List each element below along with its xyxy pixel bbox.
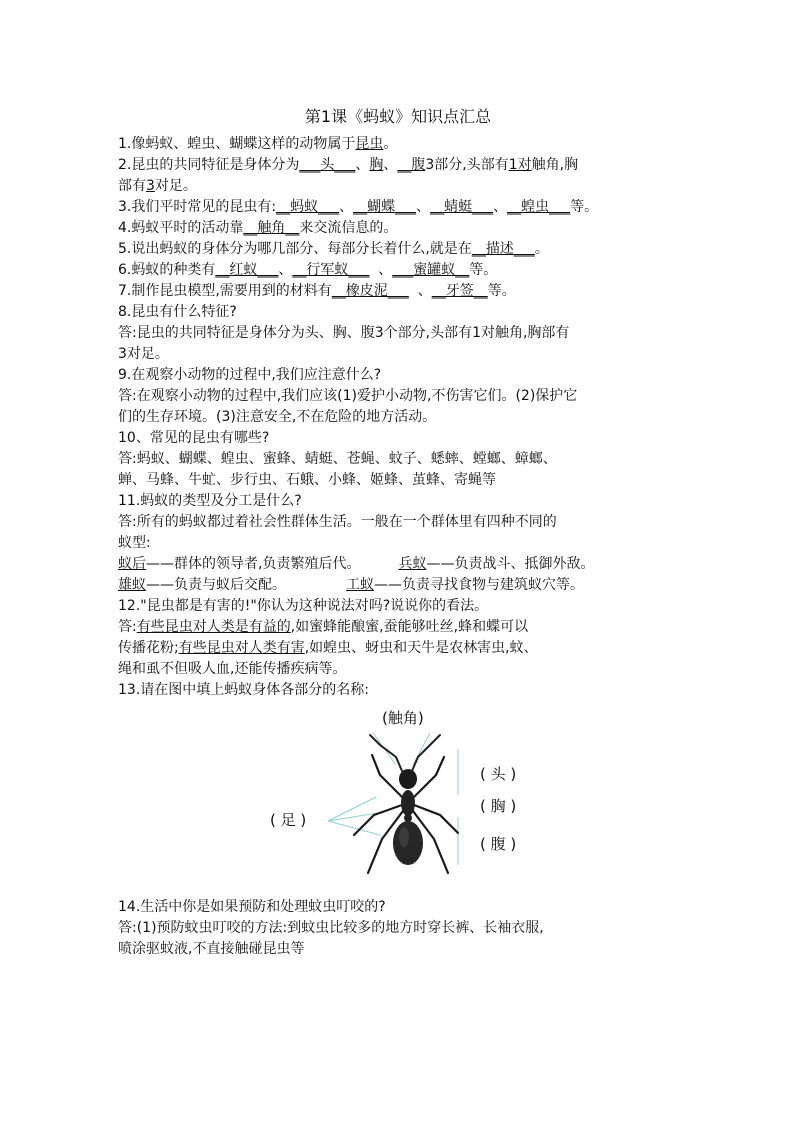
q7-text: 7.制作昆虫模型,需要用到的材料有 [118, 283, 332, 299]
answer-10-line-2: 蝉、马蜂、牛虻、步行虫、石蛾、小蜂、姬蜂、茧蜂、寄蝇等 [118, 472, 496, 488]
q6-sep: 、 [278, 262, 293, 278]
q6-sep: 、 [369, 262, 393, 278]
answer-12-line-3: 绳和虱不但吸人血,还能传播疾病等。 [118, 661, 347, 677]
q7-sep: 、 [408, 283, 432, 299]
a12-text: 传播花粉; [118, 640, 179, 656]
q3-sep: 、 [416, 199, 431, 215]
question-2-line-1 [118, 155, 678, 176]
label-chest: ( 胸 ) [480, 797, 517, 815]
a12-harmful: 有些昆虫对人类有害 [178, 640, 305, 656]
q5-answer: __描述___ [471, 241, 535, 257]
answer-11-line-3 [118, 554, 678, 575]
a12-prefix: 答: [118, 619, 137, 635]
question-14: 14.生活中你是如果预防和处理蚊虫叮咬的? [118, 899, 386, 915]
answer-12-line-1 [118, 617, 678, 638]
question-5 [118, 239, 678, 260]
q3-answer-1: __蚂蚁___ [276, 199, 340, 215]
question-4 [118, 218, 678, 239]
q5-text: 5.说出蚂蚁的身体分为哪几部分、每部分长着什么,就是在 [118, 241, 472, 257]
q7-end: 等。 [487, 283, 516, 299]
ant-type-soldier: 兵蚁 [398, 556, 427, 572]
q3-sep: 、 [339, 199, 354, 215]
ant-type-queen-desc: ——群体的领导者,负责繁殖后代。 [146, 556, 361, 572]
q2-answer-belly: __腹 [397, 157, 426, 173]
answer-11-line-4 [118, 575, 678, 596]
q3-end: 等。 [570, 199, 599, 215]
question-7 [118, 281, 678, 302]
question-11: 11.蚂蚁的类型及分工是什么? [118, 493, 302, 509]
page-title: 第1课《蚂蚁》知识点汇总 [304, 107, 492, 126]
question-1 [118, 134, 678, 155]
answer-8-line-2: 3对足。 [118, 346, 169, 362]
q6-answer-1: __红蚁___ [215, 262, 279, 278]
a12-beneficial: 有些昆虫对人类是有益的 [136, 619, 291, 635]
q3-answer-4: __蝗虫___ [507, 199, 571, 215]
q1-end: 。 [383, 136, 398, 152]
answer-14-line-2: 喷涂驱蚊液,不直接触碰昆虫等 [118, 941, 305, 957]
question-3 [118, 197, 678, 218]
answer-8-line-1: 答:昆虫的共同特征是身体分为头、胸、腹3个部分,头部有1对触角,胸部有 [118, 325, 570, 341]
q4-text: 4.蚂蚁平时的活动靠 [118, 220, 244, 236]
q1-text: 1.像蚂蚁、蝗虫、蝴蝶这样的动物属于 [118, 136, 356, 152]
answer-11-line-2: 蚁型: [118, 535, 151, 551]
answer-9-line-1: 答:在观察小动物的过程中,我们应该(1)爱护小动物,不伤害它们。(2)保护它 [118, 388, 578, 404]
question-12: 12."昆虫都是有害的!"你认为这种说法对吗?说说你的看法。 [118, 598, 489, 614]
q7-answer-1: __橡皮泥___ [331, 283, 409, 299]
ant-type-male-desc: ——负责与蚁后交配。 [146, 577, 286, 593]
q2-answer-head: ___头___ [299, 157, 356, 173]
q2-text: 部有 [118, 178, 146, 194]
ant-type-queen: 蚁后 [118, 556, 146, 572]
ant-type-worker: 工蚁 [346, 577, 374, 593]
question-8: 8.昆虫有什么特征? [118, 304, 237, 320]
label-antenna: (触角) [382, 709, 424, 727]
a12-text: ,如蝗虫、蚜虫和天牛是农林害虫,蚊、 [304, 640, 538, 656]
q2-sep: 、 [383, 157, 398, 173]
a12-text: ,如蜜蜂能酿蜜,蚕能够吐丝,蜂和蝶可以 [290, 619, 529, 635]
label-belly: ( 腹 ) [480, 835, 517, 853]
q1-answer: 昆虫 [355, 136, 384, 152]
q2-answer-legs: 3 [146, 178, 155, 194]
answer-11-line-1: 答:所有的蚂蚁都过着社会性群体生活。一般在一个群体里有四种不同的 [118, 514, 557, 530]
answer-12-line-2 [118, 638, 678, 659]
q2-text-mid: 3部分,头部有 [425, 157, 509, 173]
q6-answer-2: __行军蚁___ [292, 262, 370, 278]
q6-end: 等。 [469, 262, 498, 278]
q5-end: 。 [534, 241, 549, 257]
q2-text-end: 触角,胸 [531, 157, 579, 173]
answer-9-line-2: 们的生存环境。(3)注意安全,不在危险的地方活动。 [118, 409, 437, 425]
question-13: 13.请在图中填上蚂蚁身体各部分的名称: [118, 682, 369, 698]
ant-type-male: 雄蚁 [118, 577, 146, 593]
q2-answer-chest: 胸 [369, 157, 384, 173]
q3-answer-3: __蜻蜓___ [430, 199, 494, 215]
ant-type-soldier-desc: ——负责战斗、抵御外敌。 [426, 556, 595, 572]
question-6 [118, 260, 678, 281]
q3-answer-2: __蝴蝶___ [353, 199, 417, 215]
q2-answer-antenna: 1对 [508, 157, 532, 173]
q6-answer-3: ___蜜罐蚁__ [392, 262, 470, 278]
label-leg: ( 足 ) [270, 811, 307, 829]
q7-answer-2: __牙签__ [431, 283, 488, 299]
ant-illustration [118, 705, 678, 885]
q6-text: 6.蚂蚁的种类有 [118, 262, 216, 278]
label-head: ( 头 ) [480, 765, 517, 783]
ant-diagram [118, 705, 678, 885]
q4-end: 来交流信息的。 [299, 220, 398, 236]
ant-type-worker-desc: ——负责寻找食物与建筑蚁穴等。 [374, 577, 584, 593]
answer-10-line-1: 答:蚂蚁、蝴蝶、蝗虫、蜜蜂、蜻蜓、苍蝇、蚊子、蟋蟀、螳螂、蟑螂、 [118, 451, 557, 467]
worksheet [118, 104, 678, 960]
q4-answer: __触角__ [243, 220, 300, 236]
question-10: 10、常见的昆虫有哪些? [118, 430, 270, 446]
answer-14-line-1: 答:(1)预防蚊虫叮咬的方法:到蚊虫比较多的地方时穿长裤、长袖衣服, [118, 920, 544, 936]
q2-text: 2.昆虫的共同特征是身体分为 [118, 157, 300, 173]
q2-text-end: 对足。 [154, 178, 197, 194]
question-9: 9.在观察小动物的过程中,我们应注意什么? [118, 367, 382, 383]
question-2-line-2 [118, 176, 678, 197]
q3-text: 3.我们平时常见的昆虫有: [118, 199, 277, 215]
q3-sep: 、 [493, 199, 508, 215]
q2-sep: 、 [355, 157, 370, 173]
